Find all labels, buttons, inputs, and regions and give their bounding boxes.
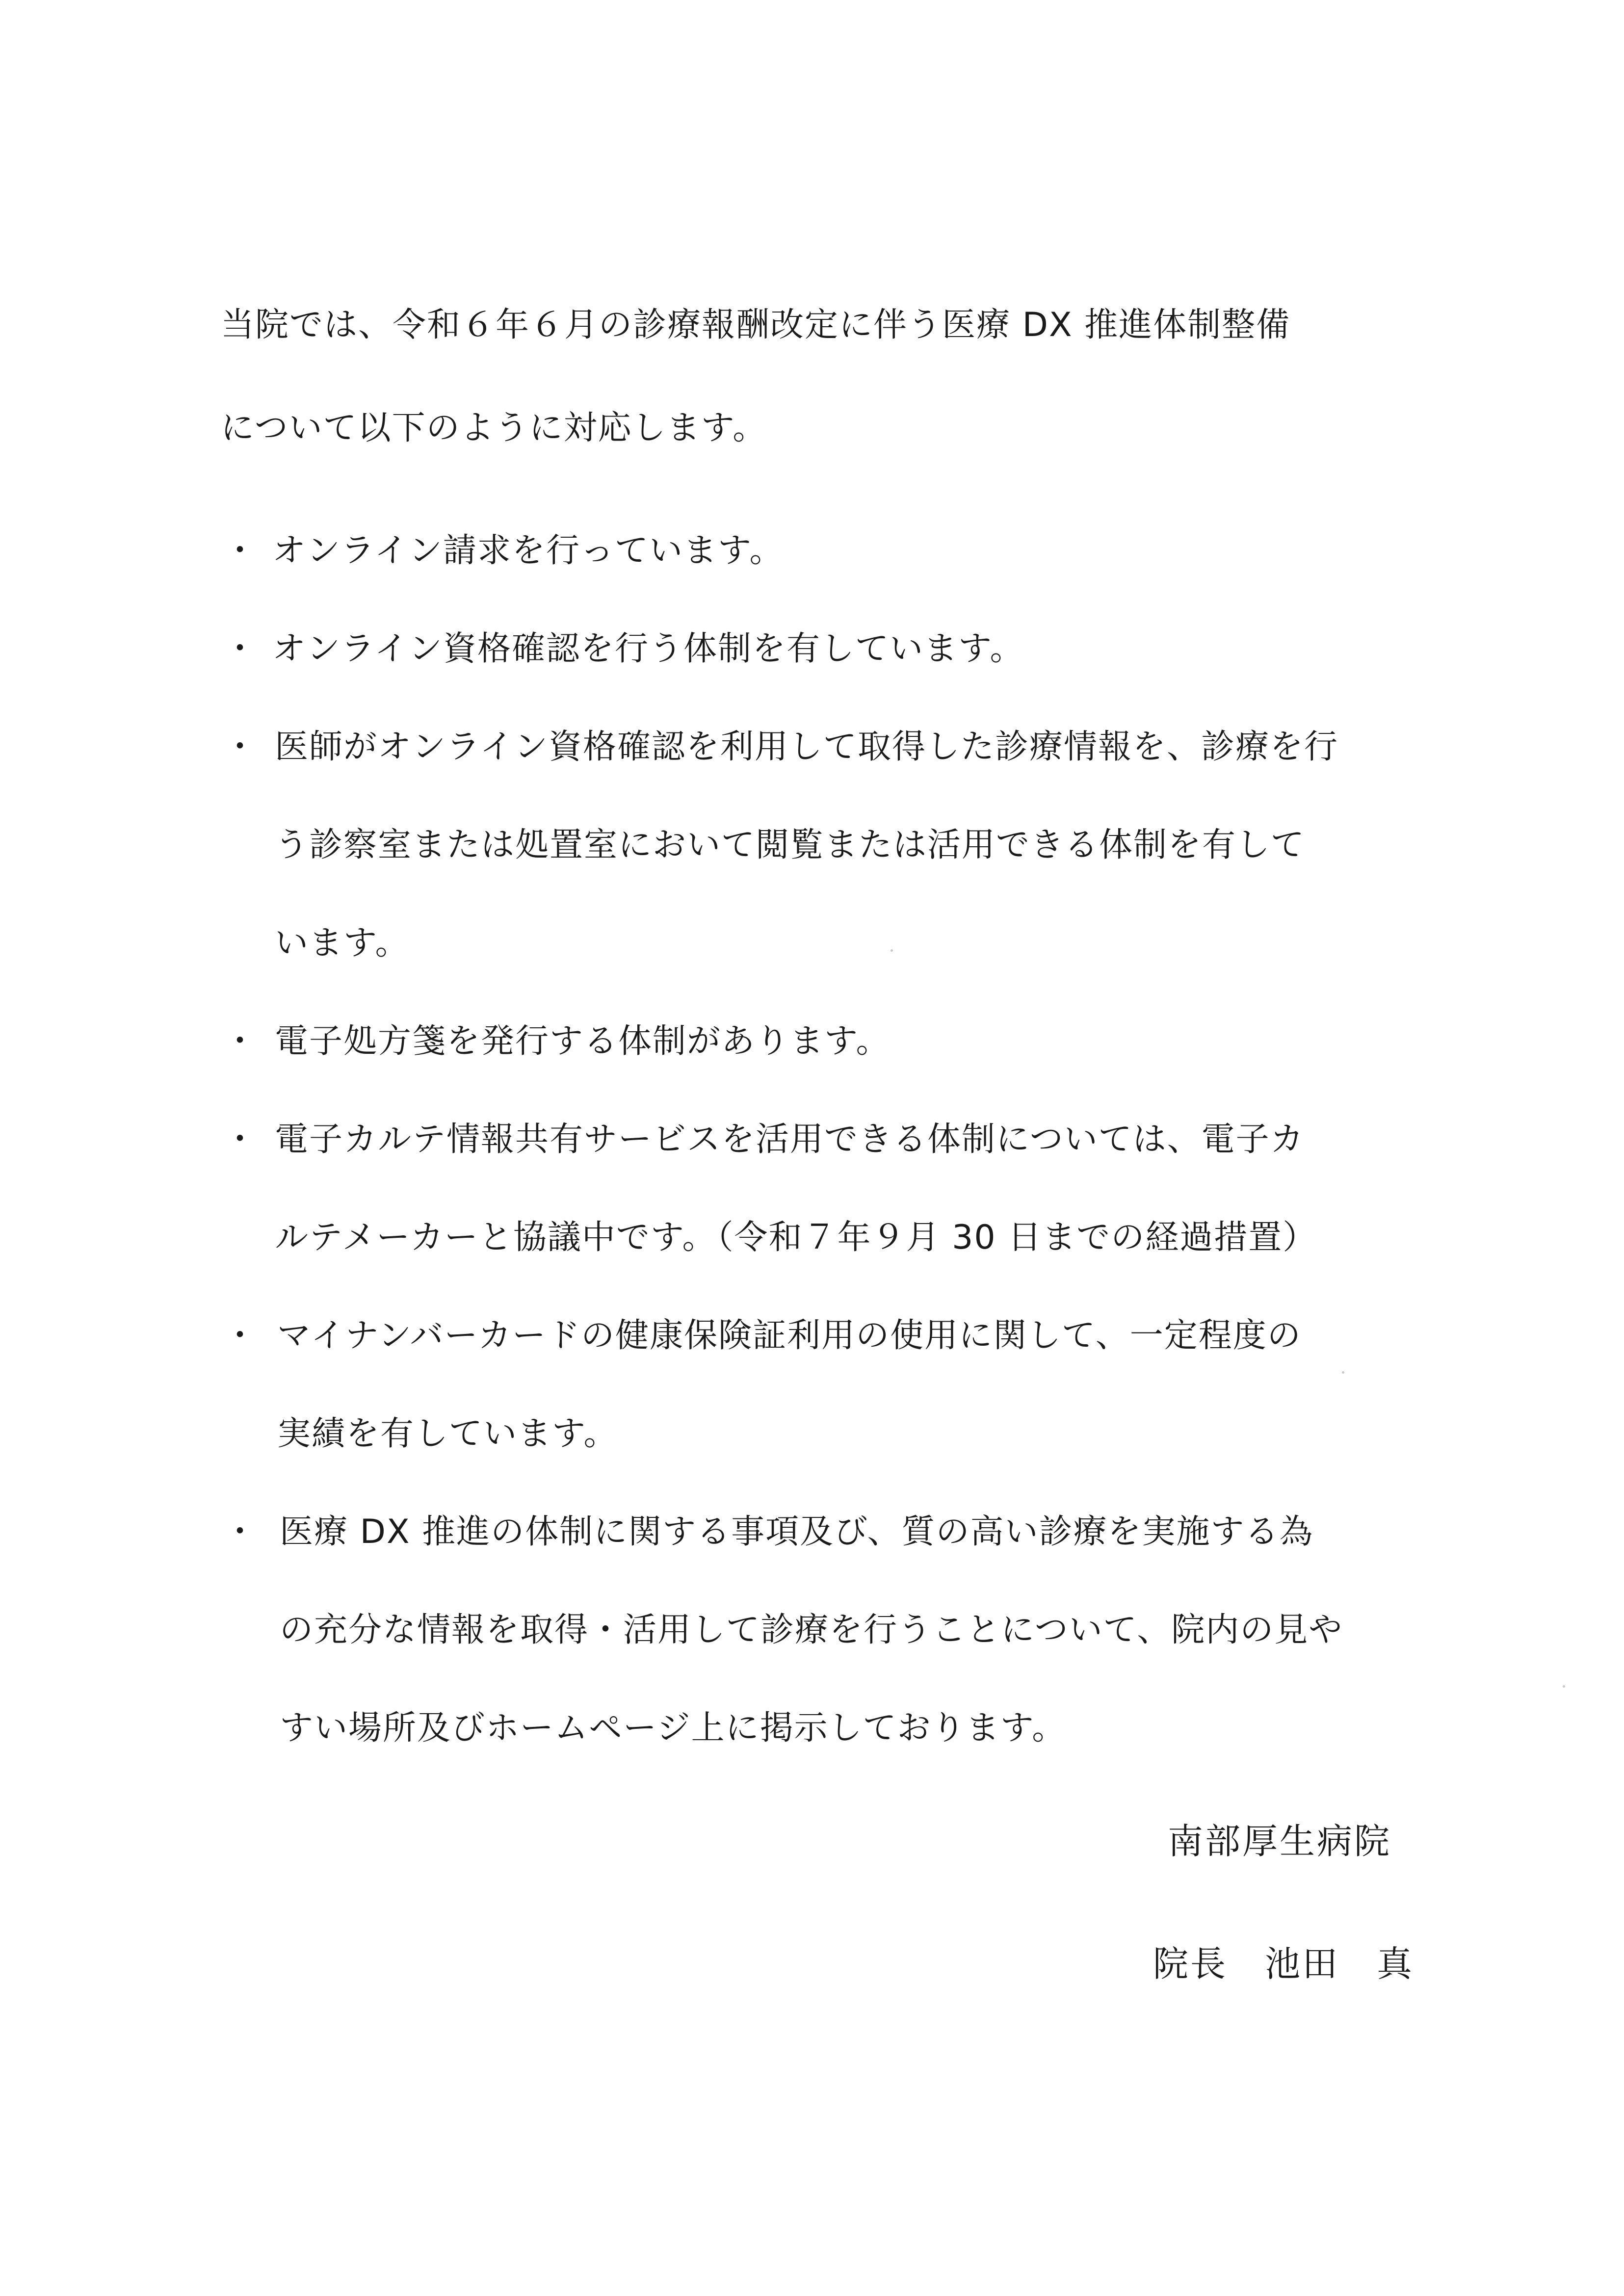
item-6-line-2: 実績を有しています。	[277, 1414, 618, 1453]
bullet-marker: ・	[223, 1513, 257, 1551]
item-3-line-2: う診察室または処置室において閲覧または活用できる体制を有して	[275, 826, 1306, 864]
item-6-line-1: マイナンバーカードの健康保険証利用の使用に関して、一定程度の	[277, 1316, 1302, 1355]
item-1-line-1: オンライン請求を行っています。	[272, 531, 784, 570]
scan-speck	[1563, 1685, 1565, 1688]
director-name: 院長 池田 真	[1153, 1943, 1414, 1984]
item-2-line-1: オンライン資格確認を行う体制を有しています。	[272, 629, 1024, 668]
item-5-line-2: ルテメーカーと協議中です。（令和７年９月 30 日までの経過措置）	[275, 1218, 1317, 1257]
item-5-line-1: 電子カルテ情報共有サービスを活用できる体制については、電子カ	[275, 1120, 1305, 1159]
scan-speck	[1342, 1371, 1344, 1374]
hospital-name: 南部厚生病院	[1168, 1821, 1392, 1862]
item-7-line-1: 医療 DX 推進の体制に関する事項及び、質の高い診療を実施する為	[280, 1513, 1314, 1551]
item-7-line-3: すい場所及びホームページ上に掲示しております。	[280, 1709, 1067, 1748]
bullet-marker: ・	[223, 531, 257, 570]
scan-speck	[891, 949, 893, 952]
item-4-line-1: 電子処方箋を発行する体制があります。	[275, 1022, 891, 1061]
item-3-line-1: 医師がオンライン資格確認を利用して取得した診療情報を、診療を行	[275, 728, 1338, 766]
intro-line-2: について以下のように対応します。	[221, 409, 767, 447]
bullet-marker: ・	[223, 1120, 257, 1159]
bullet-marker: ・	[223, 728, 257, 766]
intro-line-1: 当院では、令和６年６月の診療報酬改定に伴う医療 DX 推進体制整備	[221, 306, 1291, 344]
bullet-marker: ・	[223, 1022, 257, 1061]
bullet-marker: ・	[223, 629, 257, 668]
item-3-line-3: います。	[275, 924, 410, 963]
bullet-marker: ・	[223, 1316, 257, 1355]
item-7-line-2: の充分な情報を取得・活用して診療を行うことについて、院内の見や	[280, 1611, 1343, 1649]
